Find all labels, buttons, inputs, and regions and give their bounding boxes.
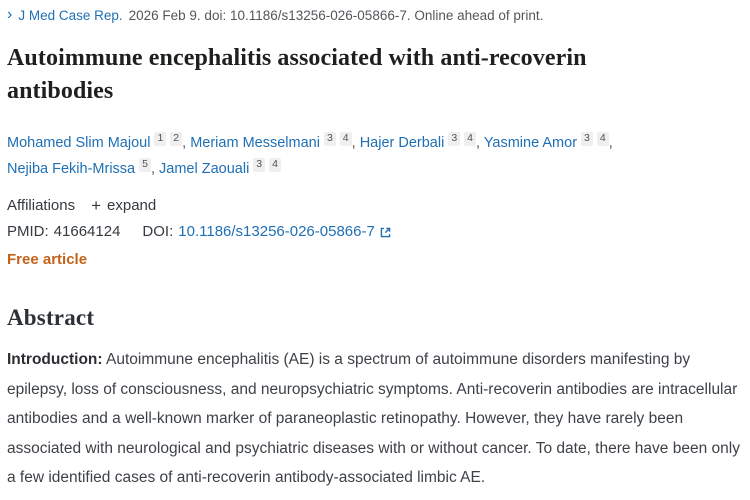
doi-label: DOI: xyxy=(142,223,174,241)
plus-icon: + xyxy=(91,196,102,216)
citation-text: 2026 Feb 9. doi: 10.1186/s13256-026-05866-7. Online ahead of print. xyxy=(128,8,544,23)
author-link[interactable]: Mohamed Slim Majoul xyxy=(7,135,151,152)
author-link[interactable]: Nejiba Fekih-Mrissa xyxy=(7,161,136,178)
external-link-icon xyxy=(379,226,392,239)
author-entry xyxy=(159,158,281,178)
article-title: Autoimmune encephalitis associated with anti-recoverin antibodies xyxy=(7,45,587,105)
author-affiliation-number[interactable]: 4 xyxy=(269,158,281,172)
author-affiliation-number[interactable]: 3 xyxy=(581,132,593,146)
author-separator: , xyxy=(182,135,187,152)
expand-label: expand xyxy=(107,197,157,215)
author-list xyxy=(7,130,727,182)
author-entry xyxy=(359,132,481,152)
affiliations-label: Affiliations xyxy=(7,197,76,215)
author-separator: , xyxy=(608,135,613,152)
doi-link[interactable]: 10.1186/s13256-026-05866-7 xyxy=(178,223,375,241)
journal-citation-bar xyxy=(7,8,742,23)
chevron-right-icon[interactable]: › xyxy=(7,6,13,23)
author-entry xyxy=(190,132,356,152)
author-link[interactable]: Jamel Zaouali xyxy=(159,161,250,178)
author-affiliation-number[interactable]: 5 xyxy=(139,158,151,172)
author-separator: , xyxy=(150,161,155,178)
author-affiliation-number[interactable]: 3 xyxy=(448,132,460,146)
free-article-badge: Free article xyxy=(7,251,88,269)
author-affiliation-number[interactable]: 4 xyxy=(340,132,352,146)
author-link[interactable]: Meriam Messelmani xyxy=(190,135,320,152)
author-affiliation-number[interactable]: 2 xyxy=(170,132,182,146)
abstract-body-text: Autoimmune encephalitis (AE) is a spectrum of autoimmune disorders manifesting by epilepsy, loss of consciousness, and neuropsychiatric symptoms. Anti-recoverin antibodies are intracellular antibodies and a well-known marker of paraneoplastic retinopathy. However, they have rarely been associated with neurological and psychiatric diseases with or without cancer. To date, there have been only a few identified cases of anti-recoverin antibody-associated limbic AE. xyxy=(7,351,740,487)
author-affiliation-number[interactable]: 1 xyxy=(154,132,166,146)
abstract-heading: Abstract xyxy=(7,305,95,331)
author-entry xyxy=(483,132,613,152)
abstract-paragraph xyxy=(7,345,742,492)
pubmed-article-page xyxy=(7,8,742,493)
author-link[interactable]: Hajer Derbali xyxy=(359,135,445,152)
affiliations-row xyxy=(7,197,742,214)
author-link[interactable]: Yasmine Amor xyxy=(483,135,578,152)
author-affiliation-number[interactable]: 4 xyxy=(597,132,609,146)
pmid-label: PMID: xyxy=(7,223,49,241)
author-affiliation-number[interactable]: 4 xyxy=(464,132,476,146)
author-separator: , xyxy=(351,135,356,152)
pmid-value: 41664124 xyxy=(53,223,121,241)
journal-link[interactable]: J Med Case Rep. xyxy=(18,8,123,23)
abstract-section-label: Introduction: xyxy=(7,351,103,369)
author-entry xyxy=(7,132,187,152)
author-separator: , xyxy=(476,135,481,152)
identifiers-row xyxy=(7,223,742,240)
author-entry xyxy=(7,158,155,178)
author-affiliation-number[interactable]: 3 xyxy=(253,158,265,172)
affiliations-expand-button[interactable] xyxy=(91,197,156,214)
author-affiliation-number[interactable]: 3 xyxy=(324,132,336,146)
